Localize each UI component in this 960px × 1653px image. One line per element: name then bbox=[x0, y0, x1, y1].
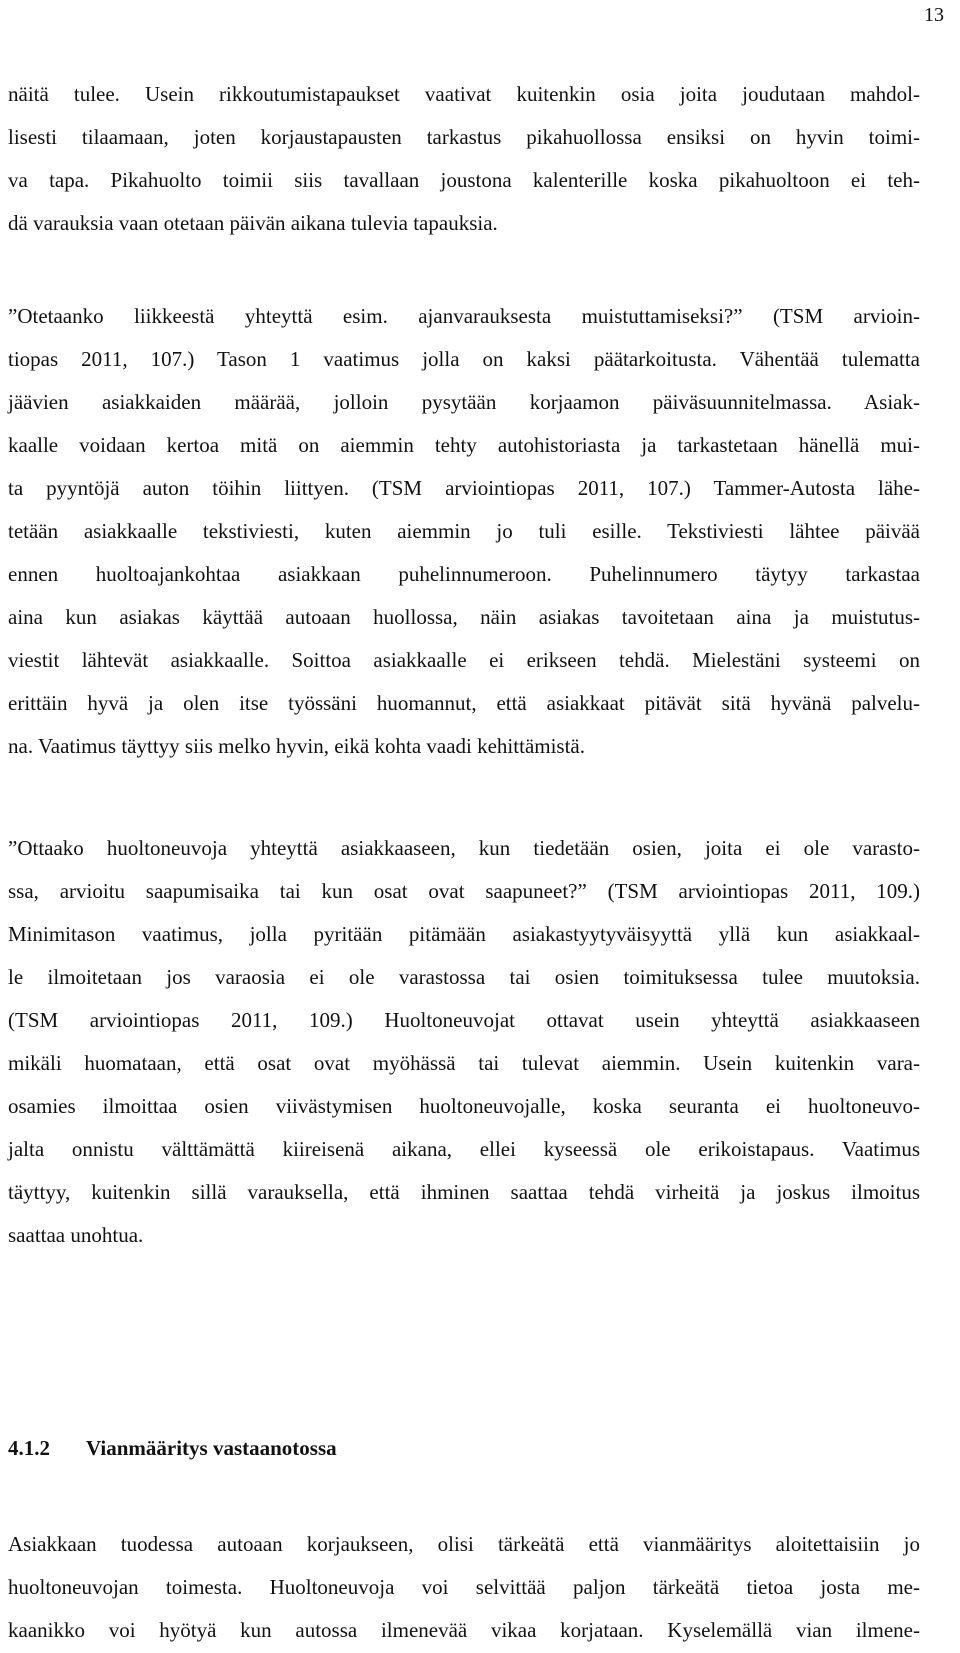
text-line: Minimitason vaatimus, jolla pyritään pitämään asiakastyytyväisyyttä yllä kun asiakkaal- bbox=[8, 922, 920, 946]
text-line: ssa, arvioitu saapumisaika tai kun osat ovat saapuneet?” (TSM arviointiopas 2011, 109.) bbox=[8, 879, 920, 903]
text-line: tiopas 2011, 107.) Tason 1 vaatimus jolla on kaksi päätarkoitusta. Vähentää tulematta bbox=[8, 347, 920, 371]
text-line: lisesti tilaamaan, joten korjaustapausten tarkastus pikahuollossa ensiksi on hyvin toimi- bbox=[8, 125, 920, 149]
paragraph-diagnosis bbox=[8, 1523, 920, 1652]
text-line: tetään asiakkaalle tekstiviesti, kuten aiemmin jo tuli esille. Tekstiviesti lähtee päivää bbox=[8, 519, 920, 543]
text-line: huoltoneuvojan toimesta. Huoltoneuvoja voi selvittää paljon tärkeätä tietoa josta me- bbox=[8, 1575, 920, 1599]
text-line: aina kun asiakas käyttää autoaan huollossa, näin asiakas tavoitetaan aina ja muistutus- bbox=[8, 605, 920, 629]
text-line: ”Otetaanko liikkeestä yhteyttä esim. ajanvarauksesta muistuttamiseksi?” (TSM arvioin- bbox=[8, 304, 920, 328]
paragraph-reminder-contact bbox=[8, 295, 920, 768]
section-title: Vianmääritys vastaanotossa bbox=[86, 1436, 337, 1460]
text-line: ennen huoltoajankohtaa asiakkaan puhelinnumeroon. Puhelinnumero täytyy tarkastaa bbox=[8, 562, 920, 586]
text-line: ”Ottaako huoltoneuvoja yhteyttä asiakkaaseen, kun tiedetään osien, joita ei ole varasto- bbox=[8, 836, 920, 860]
text-line: mikäli huomataan, että osat ovat myöhässä tai tulevat aiemmin. Usein kuitenkin vara- bbox=[8, 1051, 920, 1075]
text-line: va tapa. Pikahuolto toimii siis tavallaan joustona kalenterille koska pikahuoltoon ei teh- bbox=[8, 168, 920, 192]
text-line: täyttyy, kuitenkin sillä varauksella, että ihminen saattaa tehdä virheitä ja joskus ilmoitus bbox=[8, 1180, 920, 1204]
text-line: jäävien asiakkaiden määrää, jolloin pysytään korjaamon päiväsuunnitelmassa. Asiak- bbox=[8, 390, 920, 414]
paragraph-parts-contact bbox=[8, 827, 920, 1257]
text-line: kaanikko voi hyötyä kun autossa ilmenevää vikaa korjataan. Kyselemällä vian ilmene- bbox=[8, 1618, 920, 1642]
text-line: osamies ilmoittaa osien viivästymisen huoltoneuvojalle, koska seuranta ei huoltoneuvo- bbox=[8, 1094, 920, 1118]
text-line: viestit lähtevät asiakkaalle. Soittoa asiakkaalle ei erikseen tehdä. Mielestäni systeemi on bbox=[8, 648, 920, 672]
section-heading bbox=[8, 1427, 337, 1470]
text-line: saattaa unohtua. bbox=[8, 1223, 144, 1247]
section-number: 4.1.2 bbox=[8, 1436, 50, 1460]
text-line: na. Vaatimus täyttyy siis melko hyvin, eikä kohta vaadi kehittämistä. bbox=[8, 734, 586, 758]
text-line: erittäin hyvä ja olen itse työssäni huomannut, että asiakkaat pitävät sitä hyvänä palvelu- bbox=[8, 691, 920, 715]
text-line: kaalle voidaan kertoa mitä on aiemmin tehty autohistoriasta ja tarkastetaan hänellä mui- bbox=[8, 433, 920, 457]
text-line: le ilmoitetaan jos varaosia ei ole varastossa tai osien toimituksessa tulee muutoksia. bbox=[8, 965, 920, 989]
text-line: ta pyyntöjä auton töihin liittyen. (TSM arviointiopas 2011, 107.) Tammer-Autosta lähe- bbox=[8, 476, 920, 500]
text-line: jalta onnistu välttämättä kiireisenä aikana, ellei kyseessä ole erikoistapaus. Vaatimus bbox=[8, 1137, 920, 1161]
paragraph-intro bbox=[8, 73, 920, 245]
page-number: 13 bbox=[924, 4, 944, 26]
text-line: Asiakkaan tuodessa autoaan korjaukseen, olisi tärkeätä että vianmääritys aloitettaisiin jo bbox=[8, 1532, 920, 1556]
text-line: näitä tulee. Usein rikkoutumistapaukset vaativat kuitenkin osia joita joudutaan mahdol- bbox=[8, 82, 920, 106]
text-line: dä varauksia vaan otetaan päivän aikana tulevia tapauksia. bbox=[8, 211, 498, 235]
text-line: (TSM arviointiopas 2011, 109.) Huoltoneuvojat ottavat usein yhteyttä asiakkaaseen bbox=[8, 1008, 920, 1032]
